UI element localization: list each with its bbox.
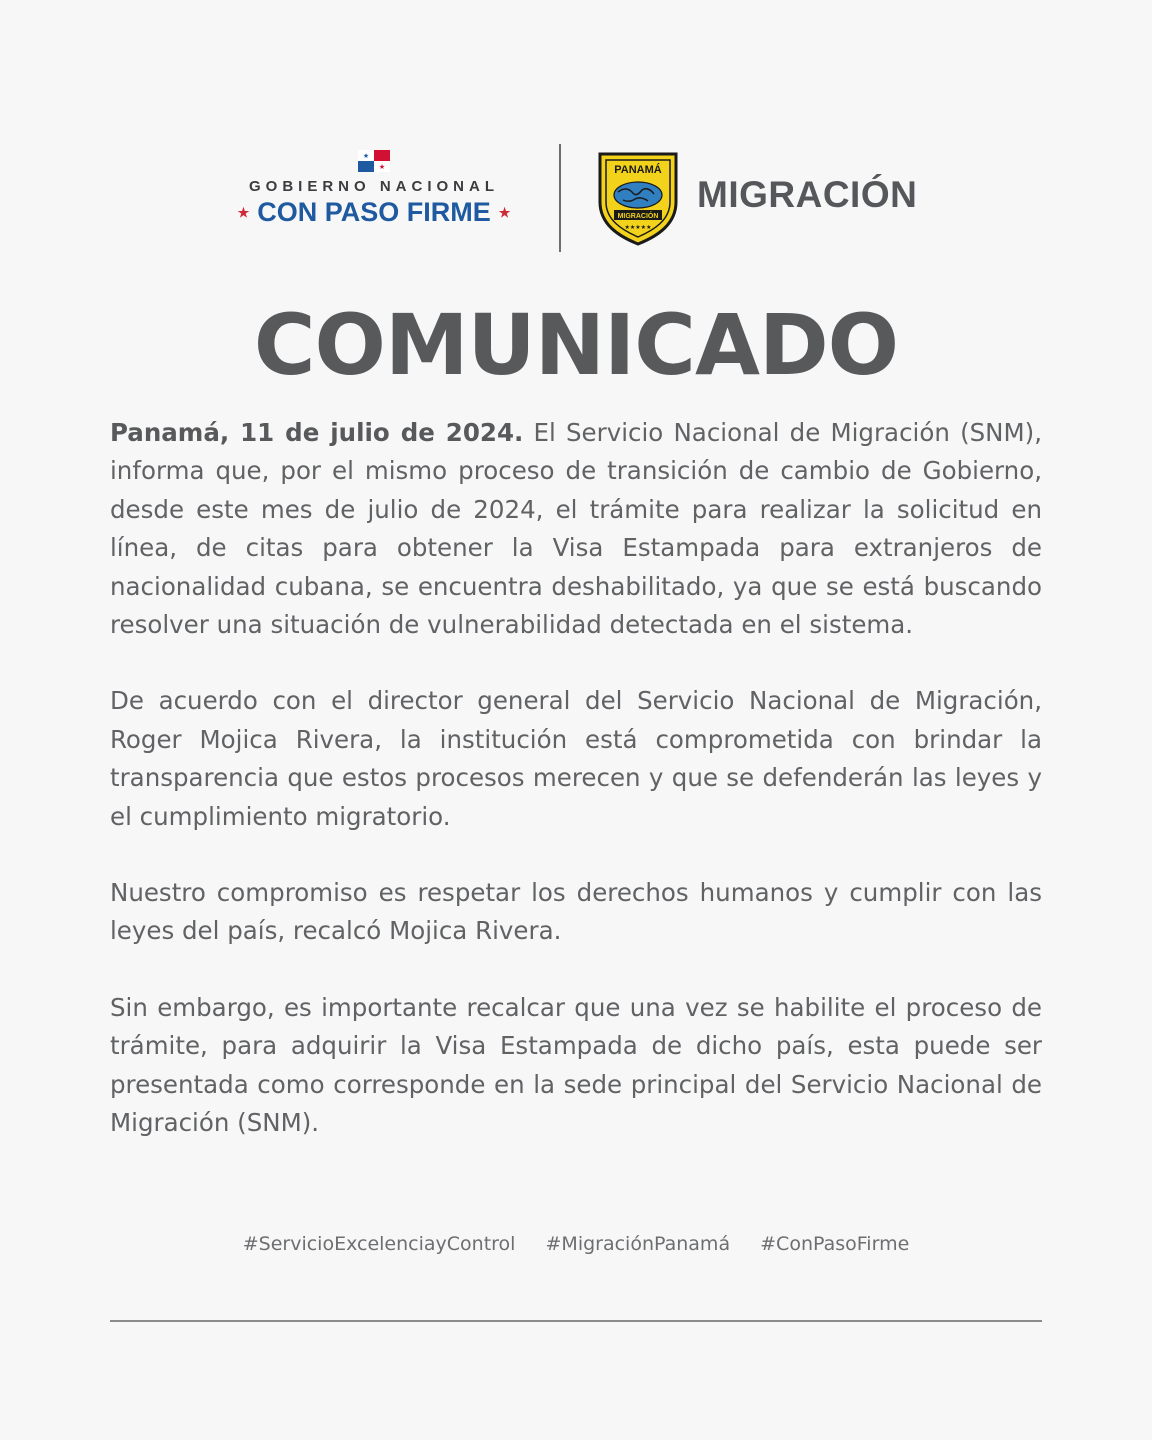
con-paso-firme-text: CON PASO FIRME: [257, 197, 491, 227]
dateline: Panamá, 11 de julio de 2024.: [110, 418, 524, 447]
footer-divider: [110, 1320, 1042, 1322]
paragraph-1: [110, 414, 1042, 644]
hashtags: [0, 1233, 1152, 1255]
gobierno-nacional-text: GOBIERNO NACIONAL: [249, 178, 499, 195]
migracion-wordmark: MIGRACIÓN: [697, 174, 918, 215]
svg-text:★: ★: [362, 152, 370, 160]
hashtag: #ConPasoFirme: [760, 1233, 910, 1255]
star-icon: ★: [237, 204, 250, 220]
star-icon: ★: [498, 204, 511, 220]
communique-body: [110, 414, 1042, 1181]
page-title: COMUNICADO: [253, 296, 899, 394]
con-paso-firme-row: [226, 197, 522, 228]
hashtag: #MigraciónPanamá: [545, 1233, 731, 1255]
paragraph-3: Nuestro compromiso es respetar los derechos humanos y cumplir con las leyes del país, recalcó Mojica Rivera.: [110, 878, 1042, 946]
migracion-shield-logo: [596, 150, 680, 246]
header-divider: [559, 144, 561, 252]
header: [0, 140, 1152, 260]
paragraph-2: De acuerdo con el director general del Servicio Nacional de Migración, Roger Mojica Rivera, la institución está comprometida con brindar la transparencia que estos procesos merecen y que se defenderán las leyes y el cumplimiento migratorio.: [110, 686, 1042, 831]
svg-text:★: ★: [378, 163, 386, 171]
paragraph-4: Sin embargo, es importante recalcar que una vez se habilite el proceso de trámite, para adquirir la Visa Estampada de dicho país, esta puede ser presentada como corresponde en la sede principal del Servicio Nacional de Migración (SNM).: [110, 992, 1042, 1138]
shield-band-text: MIGRACIÓN: [617, 213, 659, 220]
panama-flag-icon: [358, 150, 390, 172]
paragraph-1-text: El Servicio Nacional de Migración (SNM), informa que, por el mismo proceso de transición de cambio de Gobierno, desde este mes de julio de 2024, el trámite para realizar la solicitud en línea, de citas para obtener la Visa Estampada para extranjeros de nacionalidad cubana, se encuentra deshabilitado, ya que se está buscando resolver una situación de vulnerabilidad detectada en el sistema.: [110, 418, 1042, 640]
gobierno-nacional-logo: [226, 150, 522, 228]
shield-stars: ★★★★★: [624, 224, 652, 231]
globe-icon: [614, 182, 662, 208]
hashtag: #ServicioExcelenciayControl: [242, 1233, 516, 1255]
shield-top-text: PANAMÁ: [614, 164, 662, 176]
